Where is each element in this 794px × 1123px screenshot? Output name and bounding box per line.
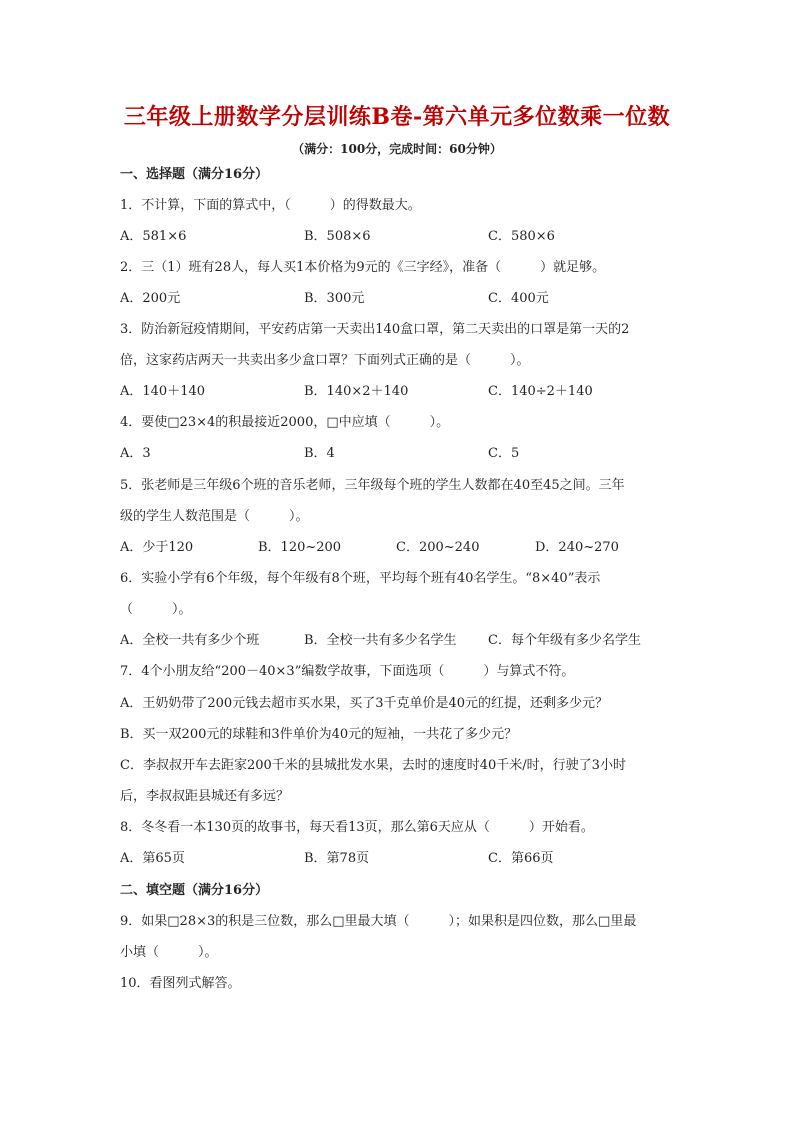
question-3-stem-line2: 倍，这家药店两天一共卖出多少盒口罩？下面列式正确的是（ ）。 (120, 353, 530, 368)
question-8-option-a: A．第65页 (120, 851, 185, 866)
question-9-stem-line1: 9．如果□28×3的积是三位数，那么□里最大填（ ）；如果积是四位数，那么□里最 (120, 914, 637, 929)
question-7-stem: 7．4个小朋友给“200－40×3”编数学故事，下面选项（ ）与算式不符。 (120, 664, 575, 679)
question-6-stem-line2: （ ）。 (120, 602, 192, 617)
exam-subtitle: （满分：100分，完成时间：60分钟） (292, 142, 502, 156)
question-6-option-b: B．全校一共有多少名学生 (304, 633, 457, 648)
question-2-stem: 2．三（1）班有28人，每人买1本价格为9元的《三字经》，准备（ ）就足够。 (120, 260, 606, 275)
question-3-option-b: B．140×2＋140 (304, 384, 409, 399)
section-fill-heading: 二、填空题（满分16分） (120, 883, 269, 898)
question-4-stem: 4．要使□23×4的积最接近2000，□中应填（ ）。 (120, 415, 450, 430)
question-10-stem: 10．看图列式解答。 (120, 976, 241, 991)
question-6-option-a: A．全校一共有多少个班 (120, 633, 260, 648)
question-1-stem: 1．不计算，下面的算式中，（ ）的得数最大。 (120, 198, 421, 213)
question-3-stem-line1: 3．防治新冠疫情期间，平安药店第一天卖出140盒口罩，第二天卖出的口罩是第一天的2 (120, 322, 630, 337)
question-4-option-b: B．4 (304, 446, 335, 461)
exam-title: 三年级上册数学分层训练B卷-第六单元多位数乘一位数 (123, 104, 671, 130)
question-5-option-a: A．少于120 (120, 540, 194, 555)
question-5-stem-line2: 级的学生人数范围是（ ）。 (120, 509, 309, 524)
question-8-stem: 8．冬冬看一本130页的故事书，每天看13页，那么第6天应从（ ）开始看。 (120, 820, 594, 835)
question-4-option-a: A．3 (120, 446, 151, 461)
question-5-option-b: B．120~200 (258, 540, 342, 555)
question-5-option-d: D．240~270 (535, 540, 619, 555)
question-1-option-c: C．580×6 (488, 229, 555, 244)
question-7-option-b: B．买一双200元的球鞋和3件单价为40元的短袖，一共花了多少元？ (120, 727, 518, 742)
section-choice-heading: 一、选择题（满分16分） (120, 167, 269, 182)
question-8-option-c: C．第66页 (488, 851, 554, 866)
question-8-option-b: B．第78页 (304, 851, 370, 866)
question-2-option-c: C．400元 (488, 291, 549, 306)
question-4-option-c: C．5 (488, 446, 520, 461)
question-5-stem-line1: 5．张老师是三年级6个班的音乐老师，三年级每个班的学生人数都在40至45之间。三年 (120, 478, 625, 493)
question-9-stem-line2: 小填（ ）。 (120, 945, 218, 960)
question-2-option-a: A．200元 (120, 291, 181, 306)
question-1-option-a: A．581×6 (120, 229, 187, 244)
question-1-option-b: B．508×6 (304, 229, 371, 244)
question-3-option-c: C．140÷2＋140 (488, 384, 593, 399)
question-7-option-c-line1: C．李叔叔开车去距家200千米的县城批发水果，去时的速度时40千米/时，行驶了3小时 (120, 758, 626, 773)
question-6-option-c: C．每个年级有多少名学生 (488, 633, 641, 648)
question-3-option-a: A．140＋140 (120, 384, 206, 399)
question-7-option-c-line2: 后，李叔叔距县城还有多远？ (120, 789, 290, 804)
question-7-option-a: A．王奶奶带了200元钱去超市买水果，买了3千克单价是40元的红提，还剩多少元？ (120, 696, 609, 711)
question-5-option-c: C．200~240 (396, 540, 480, 555)
question-6-stem-line1: 6．实验小学有6个年级，每个年级有8个班，平均每个班有40名学生。“8×40”表示 (120, 571, 601, 586)
question-2-option-b: B．300元 (304, 291, 365, 306)
